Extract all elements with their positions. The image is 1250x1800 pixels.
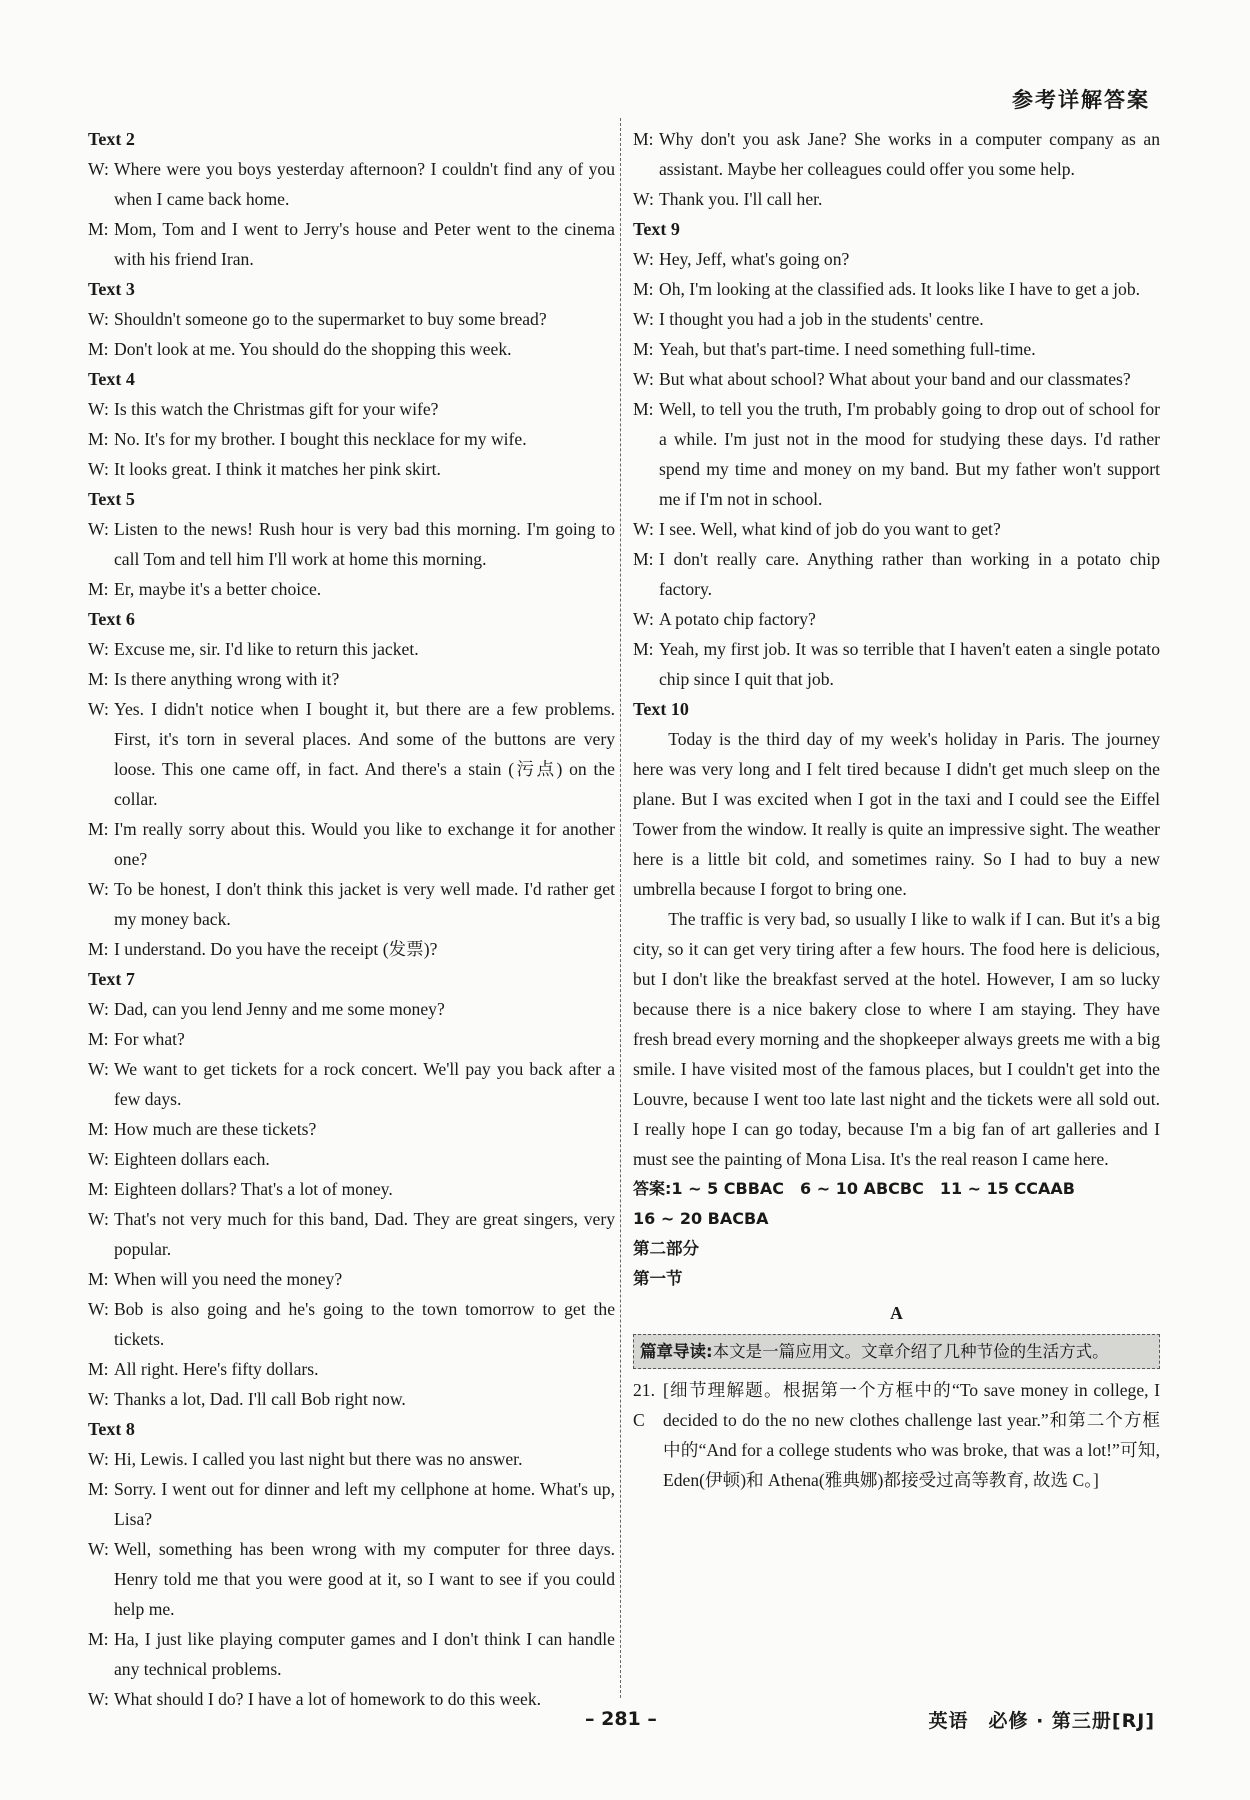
dialogue-line: [633, 244, 1160, 274]
utterance: Listen to the news! Rush hour is very bad this morning. I'm going to call Tom and tell him I'll work at home this morning.: [114, 519, 615, 569]
speaker-label: M:: [88, 819, 109, 839]
speaker-label: M:: [88, 1029, 109, 1049]
utterance: Excuse me, sir. I'd like to return this jacket.: [114, 639, 419, 659]
text-heading: Text 8: [88, 1419, 135, 1439]
speaker-label: M:: [88, 579, 109, 599]
dialogue-line: [88, 874, 615, 934]
speaker-label: W:: [88, 1389, 109, 1409]
speaker-label: M:: [88, 1179, 109, 1199]
dialogue-line: [88, 1354, 615, 1384]
dialogue-line: [633, 184, 1160, 214]
answer-key: 答案:1 ~ 5 CBBAC 6 ~ 10 ABCBC 11 ~ 15 CCAAB: [633, 1179, 1075, 1198]
dialogue-line: [88, 154, 615, 214]
utterance: Where were you boys yesterday afternoon? I couldn't find any of you when I came back home.: [114, 159, 615, 209]
dialogue-line: [88, 1534, 615, 1624]
utterance: It looks great. I think it matches her pink skirt.: [114, 459, 441, 479]
utterance: That's not very much for this band, Dad. They are great singers, very popular.: [114, 1209, 615, 1259]
utterance: I'm really sorry about this. Would you like to exchange it for another one?: [114, 819, 615, 869]
utterance: Bob is also going and he's going to the town tomorrow to get the tickets.: [114, 1299, 615, 1349]
dialogue-line: [88, 664, 615, 694]
guide-label: 篇章导读:: [640, 1342, 713, 1361]
dialogue-line: [633, 304, 1160, 334]
passage-paragraph: The traffic is very bad, so usually I like to walk if I can. But it's a big city, so it can get very tiring after a few hours. The food here is delicious, but I don't like the breakfast served at the hotel. However, I am so lucky because there is a nice bakery close to where I am staying. They have fresh bread every morning and the shopkeeper always greets me with a big smile. I have visited most of the famous places, but I couldn't get into the Louvre, because I went too late last night and the tickets were all sold out. I really hope I can go today, because I'm a big fan of art galleries and I must see the painting of Mona Lisa. It's the real reason I came here.: [633, 909, 1160, 1169]
speaker-label: W:: [88, 1149, 109, 1169]
utterance: Hey, Jeff, what's going on?: [659, 249, 850, 269]
utterance: Is this watch the Christmas gift for your wife?: [114, 399, 439, 419]
utterance: I don't really care. Anything rather than working in a potato chip factory.: [659, 549, 1160, 599]
utterance: Yes. I didn't notice when I bought it, but there are a few problems. First, it's torn in several places. And some of the buttons are very loose. This one came off, in fact. And there's a stain (污点) on the collar.: [114, 699, 615, 809]
speaker-label: W:: [88, 1689, 109, 1709]
text-heading: Text 3: [88, 279, 135, 299]
utterance: Mom, Tom and I went to Jerry's house and Peter went to the cinema with his friend Iran.: [114, 219, 615, 269]
book-title: 英语 必修 · 第三册[RJ]: [928, 1710, 1155, 1732]
question-number: 21. C: [633, 1380, 655, 1430]
utterance: Shouldn't someone go to the supermarket to buy some bread?: [114, 309, 547, 329]
utterance: But what about school? What about your band and our classmates?: [659, 369, 1131, 389]
speaker-label: W:: [633, 249, 654, 269]
text-heading: Text 10: [633, 699, 689, 719]
utterance: How much are these tickets?: [114, 1119, 317, 1139]
utterance: When will you need the money?: [114, 1269, 343, 1289]
speaker-label: M:: [88, 669, 109, 689]
dialogue-line: [88, 334, 615, 364]
speaker-label: W:: [88, 399, 109, 419]
speaker-label: W:: [88, 1539, 109, 1559]
speaker-label: M:: [633, 399, 654, 419]
header-title: 参考详解答案: [1012, 88, 1150, 112]
speaker-label: M:: [633, 549, 654, 569]
left-column: [88, 124, 615, 1714]
speaker-label: W:: [88, 1449, 109, 1469]
dialogue-line: [88, 1294, 615, 1354]
text-heading: Text 9: [633, 219, 680, 239]
dialogue-line: [88, 424, 615, 454]
utterance: Why don't you ask Jane? She works in a computer company as an assistant. Maybe her colleagues could offer you some help.: [659, 129, 1160, 179]
dialogue-line: [88, 634, 615, 664]
column-divider: [620, 118, 621, 1698]
answer-key: 16 ~ 20 BACBA: [633, 1209, 769, 1228]
speaker-label: M:: [88, 939, 109, 959]
utterance: All right. Here's fifty dollars.: [114, 1359, 319, 1379]
text-heading: Text 6: [88, 609, 135, 629]
utterance: I understand. Do you have the receipt (发票)?: [114, 939, 438, 959]
speaker-label: M:: [633, 279, 654, 299]
utterance: To be honest, I don't think this jacket is very well made. I'd rather get my money back.: [114, 879, 615, 929]
utterance: Well, to tell you the truth, I'm probably going to drop out of school for a while. I'm just not in the mood for studying these days. I'd rather spend my time and money on my band. But my father won't support me if I'm not in school.: [659, 399, 1160, 509]
dialogue-line: [88, 1054, 615, 1114]
dialogue-line: [88, 1474, 615, 1534]
dialogue-line: [633, 274, 1160, 304]
text-heading: Text 7: [88, 969, 135, 989]
speaker-label: W:: [88, 999, 109, 1019]
speaker-label: W:: [88, 309, 109, 329]
dialogue-line: [88, 1114, 615, 1144]
speaker-label: M:: [88, 429, 109, 449]
dialogue-line: [88, 1174, 615, 1204]
utterance: I thought you had a job in the students' centre.: [659, 309, 984, 329]
speaker-label: W:: [88, 519, 109, 539]
speaker-label: M:: [88, 1359, 109, 1379]
dialogue-line: [88, 814, 615, 874]
utterance: Sorry. I went out for dinner and left my cellphone at home. What's up, Lisa?: [114, 1479, 615, 1529]
speaker-label: W:: [88, 1299, 109, 1319]
utterance: Ha, I just like playing computer games and I don't think I can handle any technical problems.: [114, 1629, 615, 1679]
dialogue-line: [633, 634, 1160, 694]
passage-paragraph: Today is the third day of my week's holiday in Paris. The journey here was very long and I felt tired because I didn't get much sleep on the plane. But I was excited when I got in the taxi and I could see the Eiffel Tower from the window. It really is quite an impressive sight. The weather here is a little bit cold, and sometimes rainy. So I had to buy a new umbrella because I forgot to bring one.: [633, 729, 1160, 899]
speaker-label: W:: [633, 519, 654, 539]
utterance: A potato chip factory?: [659, 609, 816, 629]
utterance: What should I do? I have a lot of homework to do this week.: [114, 1689, 542, 1709]
page-number: – 281 –: [585, 1708, 657, 1730]
utterance: Er, maybe it's a better choice.: [114, 579, 322, 599]
utterance: For what?: [114, 1029, 185, 1049]
dialogue-line: [88, 1204, 615, 1264]
utterance: We want to get tickets for a rock concert. We'll pay you back after a few days.: [114, 1059, 615, 1109]
speaker-label: W:: [633, 609, 654, 629]
dialogue-line: [633, 514, 1160, 544]
speaker-label: W:: [633, 369, 654, 389]
speaker-label: M:: [633, 339, 654, 359]
right-column: [633, 124, 1160, 1495]
text-heading: Text 5: [88, 489, 135, 509]
utterance: Don't look at me. You should do the shopping this week.: [114, 339, 512, 359]
utterance: Yeah, but that's part-time. I need something full-time.: [659, 339, 1036, 359]
speaker-label: M:: [633, 639, 654, 659]
utterance: Well, something has been wrong with my computer for three days. Henry told me that you were good at it, so I want to see if you could help me.: [114, 1539, 615, 1619]
speaker-label: M:: [88, 1629, 109, 1649]
utterance: Hi, Lewis. I called you last night but there was no answer.: [114, 1449, 523, 1469]
utterance: Dad, can you lend Jenny and me some money?: [114, 999, 445, 1019]
dialogue-line: [88, 1684, 615, 1714]
utterance: Eighteen dollars each.: [114, 1149, 270, 1169]
section-heading: 第一节: [633, 1269, 683, 1288]
dialogue-line: [633, 334, 1160, 364]
dialogue-line: [633, 544, 1160, 604]
dialogue-line: [88, 454, 615, 484]
dialogue-line: [88, 934, 615, 964]
answer-explanation: [633, 1375, 1160, 1495]
utterance: No. It's for my brother. I bought this necklace for my wife.: [114, 429, 527, 449]
text-heading: Text 2: [88, 129, 135, 149]
speaker-label: W:: [633, 309, 654, 329]
dialogue-line: [633, 604, 1160, 634]
speaker-label: W:: [88, 159, 109, 179]
dialogue-line: [633, 124, 1160, 184]
dialogue-line: [88, 394, 615, 424]
speaker-label: W:: [88, 459, 109, 479]
speaker-label: M:: [88, 1119, 109, 1139]
speaker-label: M:: [88, 339, 109, 359]
dialogue-line: [88, 514, 615, 574]
dialogue-line: [88, 694, 615, 814]
speaker-label: W:: [88, 1209, 109, 1229]
passage-letter: A: [890, 1303, 903, 1323]
dialogue-line: [88, 1264, 615, 1294]
utterance: Eighteen dollars? That's a lot of money.: [114, 1179, 393, 1199]
dialogue-line: [633, 394, 1160, 514]
explanation-text: [细节理解题。根据第一个方框中的“To save money in college, I decided to do the no new clothes challenge last year.”和第二个方框中的“And for a college students who was broke, that was a lot!”可知, Eden(伊顿)和 Athena(雅典娜)都接受过高等教育, 故选 C。]: [663, 1380, 1160, 1490]
utterance: Oh, I'm looking at the classified ads. It looks like I have to get a job.: [659, 279, 1141, 299]
dialogue-line: [88, 1024, 615, 1054]
utterance: Is there anything wrong with it?: [114, 669, 340, 689]
speaker-label: W:: [88, 879, 109, 899]
reading-guide-box: [633, 1334, 1160, 1369]
dialogue-line: [633, 364, 1160, 394]
dialogue-line: [88, 1144, 615, 1174]
section-heading: 第二部分: [633, 1239, 699, 1258]
dialogue-line: [88, 1624, 615, 1684]
dialogue-line: [88, 1444, 615, 1474]
speaker-label: W:: [88, 1059, 109, 1079]
dialogue-line: [88, 994, 615, 1024]
speaker-label: W:: [88, 699, 109, 719]
speaker-label: M:: [88, 219, 109, 239]
dialogue-line: [88, 574, 615, 604]
utterance: Thanks a lot, Dad. I'll call Bob right now.: [114, 1389, 406, 1409]
speaker-label: M:: [88, 1269, 109, 1289]
guide-text: 本文是一篇应用文。文章介绍了几种节俭的生活方式。: [712, 1342, 1109, 1361]
utterance: I see. Well, what kind of job do you want to get?: [659, 519, 1001, 539]
utterance: Thank you. I'll call her.: [659, 189, 823, 209]
dialogue-line: [88, 304, 615, 334]
dialogue-line: [88, 214, 615, 274]
text-heading: Text 4: [88, 369, 135, 389]
speaker-label: W:: [633, 189, 654, 209]
dialogue-line: [88, 1384, 615, 1414]
speaker-label: M:: [88, 1479, 109, 1499]
speaker-label: W:: [88, 639, 109, 659]
speaker-label: M:: [633, 129, 654, 149]
utterance: Yeah, my first job. It was so terrible that I haven't eaten a single potato chip since I quit that job.: [659, 639, 1160, 689]
